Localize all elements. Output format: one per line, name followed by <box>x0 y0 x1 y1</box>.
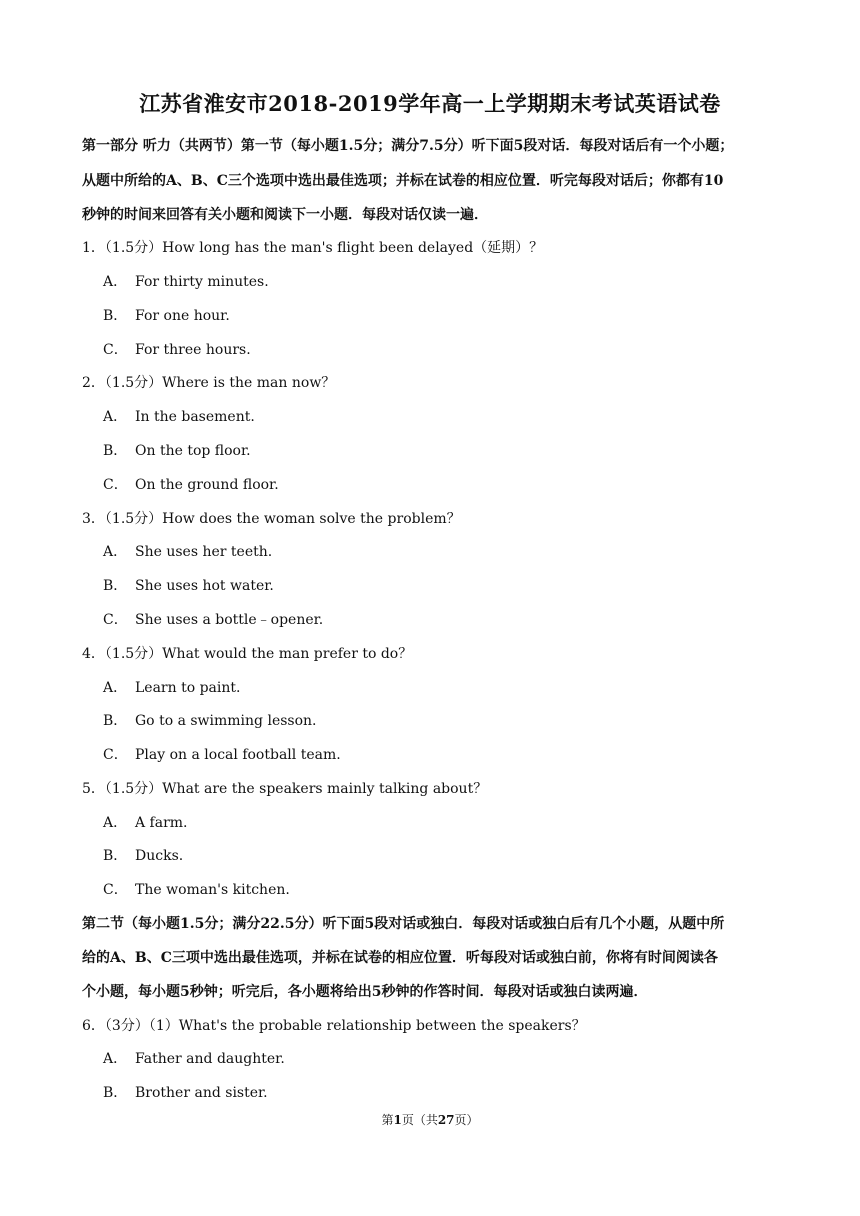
option-text: For three hours. <box>135 342 251 358</box>
question-5-option-c <box>103 879 290 899</box>
option-text: On the ground floor. <box>135 477 279 493</box>
question-5-option-a <box>103 812 188 832</box>
option-letter: A． <box>103 409 128 425</box>
option-text: Play on a local football team. <box>135 747 341 763</box>
option-letter: B． <box>103 713 128 729</box>
footer-prefix: 第 <box>381 1113 394 1127</box>
question-5-stem: 5．（1.5分）What are the speakers mainly talking about？ <box>82 781 488 797</box>
footer-page-number: 1 <box>393 1113 402 1127</box>
option-text: Ducks. <box>135 848 184 864</box>
question-1-option-b <box>103 305 230 325</box>
part1-intro-line-1: 第一部分 听力（共两节）第一节（每小题1.5分；满分7.5分）听下面5段对话．每段对话后有一个小题； <box>82 138 734 154</box>
question-1-option-c <box>103 339 251 359</box>
question-4-stem: 4．（1.5分）What would the man prefer to do？ <box>82 646 413 662</box>
option-letter: C． <box>103 477 128 493</box>
option-letter: A． <box>103 1051 128 1067</box>
option-text: For one hour. <box>135 308 230 324</box>
question-3-option-b <box>103 575 274 595</box>
question-2-option-a <box>103 406 255 426</box>
option-text: Brother and sister. <box>135 1085 268 1101</box>
option-text: She uses her teeth. <box>135 544 273 560</box>
question-4-option-b <box>103 710 317 730</box>
question-6-stem: 6．（3分）（1）What's the probable relationship between the speakers？ <box>82 1018 586 1034</box>
option-text: The woman's kitchen. <box>135 882 290 898</box>
part1-intro-line-2: 从题中所给的A、B、C三个选项中选出最佳选项；并标在试卷的相应位置．听完每段对话后；你都有10 <box>82 173 724 189</box>
question-6-option-b <box>103 1082 268 1102</box>
footer-total-pages: 27 <box>437 1113 455 1127</box>
option-letter: B． <box>103 848 128 864</box>
page-footer <box>0 1111 860 1128</box>
question-6-option-a <box>103 1048 285 1068</box>
option-letter: A． <box>103 680 128 696</box>
option-letter: B． <box>103 1085 128 1101</box>
question-3-option-c <box>103 609 323 629</box>
question-2-option-c <box>103 474 279 494</box>
question-1-stem: 1．（1.5分）How long has the man's flight been delayed（延期）？ <box>82 240 544 256</box>
option-text: On the top floor. <box>135 443 251 459</box>
question-2-stem: 2．（1.5分）Where is the man now？ <box>82 375 336 391</box>
option-text: In the basement. <box>135 409 255 425</box>
part2-intro-line-3: 个小题，每小题5秒钟；听完后，各小题将给出5秒钟的作答时间．每段对话或独白读两遍． <box>82 984 648 1000</box>
option-letter: B． <box>103 578 128 594</box>
option-letter: C． <box>103 612 128 628</box>
footer-suffix: 页） <box>454 1113 479 1127</box>
question-1-option-a <box>103 271 269 291</box>
question-5-option-b <box>103 845 183 865</box>
option-letter: A． <box>103 544 128 560</box>
option-text: Learn to paint. <box>135 680 241 696</box>
option-letter: A． <box>103 815 128 831</box>
option-letter: C． <box>103 747 128 763</box>
option-text: Go to a swimming lesson. <box>135 713 317 729</box>
page-title: 江苏省淮安市2018-2019学年高一上学期期末考试英语试卷 <box>139 91 721 116</box>
part2-intro-line-2: 给的A、B、C三项中选出最佳选项，并标在试卷的相应位置．听每段对话或独白前，你将有时间阅读各 <box>82 950 718 966</box>
option-letter: C． <box>103 342 128 358</box>
option-letter: B． <box>103 308 128 324</box>
footer-middle: 页（共 <box>401 1113 438 1127</box>
part1-intro-line-3: 秒钟的时间来回答有关小题和阅读下一小题．每段对话仅读一遍． <box>82 207 488 223</box>
option-text: She uses a bottle﹣opener. <box>135 612 324 628</box>
question-3-option-a <box>103 541 272 561</box>
question-3-stem: 3．（1.5分）How does the woman solve the problem？ <box>82 511 461 527</box>
option-text: For thirty minutes. <box>135 274 269 290</box>
option-text: Father and daughter. <box>135 1051 285 1067</box>
option-letter: C． <box>103 882 128 898</box>
option-text: A farm. <box>135 815 188 831</box>
part2-intro-line-1: 第二节（每小题1.5分；满分22.5分）听下面5段对话或独白．每段对话或独白后有几个小题，从题中所 <box>82 916 725 932</box>
question-4-option-a <box>103 677 240 697</box>
option-text: She uses hot water. <box>135 578 274 594</box>
question-4-option-c <box>103 744 341 764</box>
option-letter: A． <box>103 274 128 290</box>
question-2-option-b <box>103 440 251 460</box>
option-letter: B． <box>103 443 128 459</box>
